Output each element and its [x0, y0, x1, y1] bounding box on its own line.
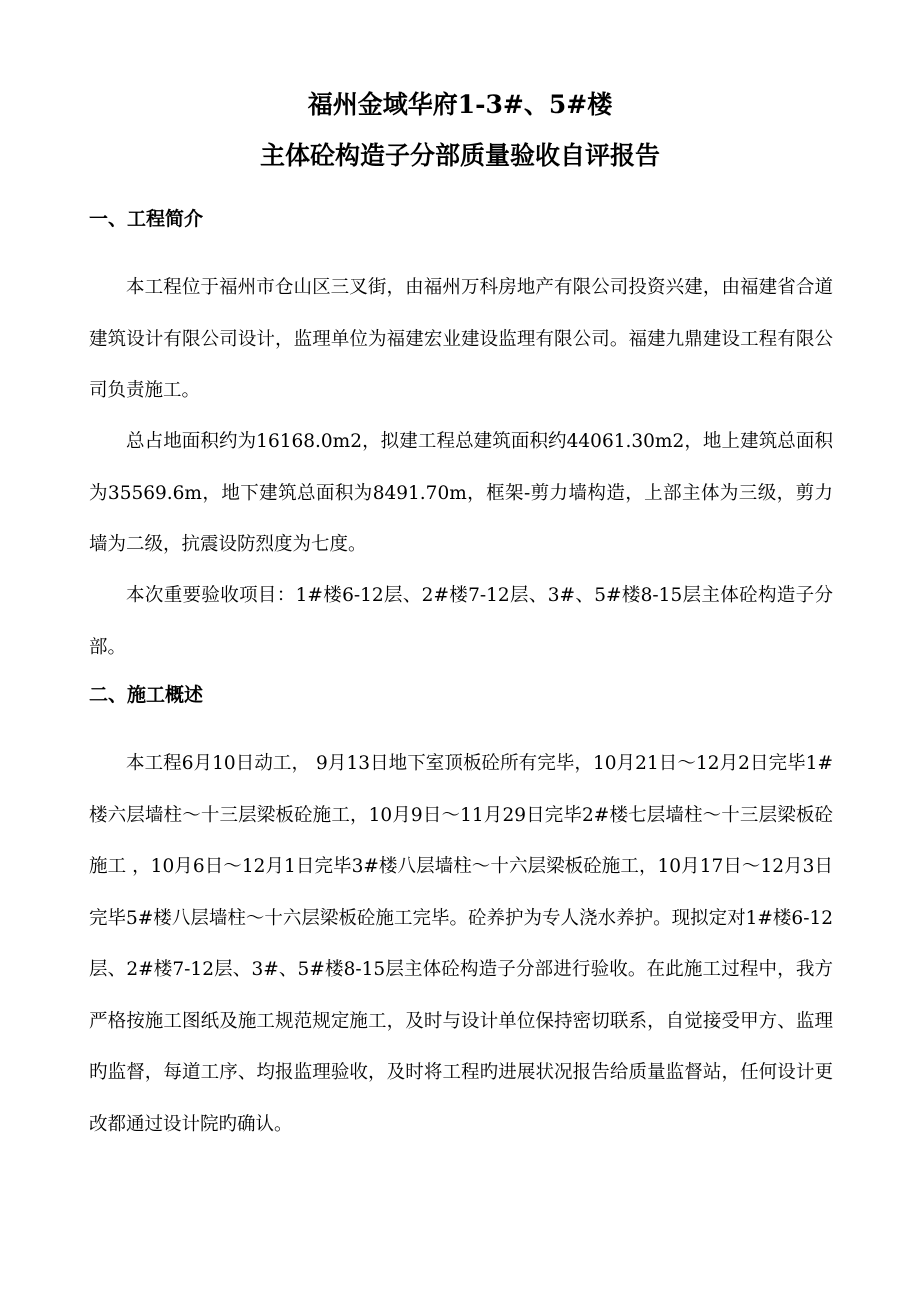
document-title-line-2: 主体砼构造子分部质量验收自评报告: [259, 141, 660, 170]
paragraph-acceptance-items: 本次重要验收项目：1#楼6-12层、2#楼7-12层、3#、5#楼8-15层主体砼构造子分部。: [89, 585, 833, 658]
section-heading-project-overview: 一、工程简介: [89, 208, 204, 230]
section-heading-construction-overview: 二、施工概述: [89, 684, 204, 706]
paragraph-construction-summary: 本工程6月10日动工， 9月13日地下室顶板砼所有完毕，10月21日～12月2日完毕1#楼六层墙柱～十三层梁板砼施工，10月9日～11月29日完毕2#楼七层墙柱～十三层梁板砼施工 ，10月6日～12月1日完毕3#楼八层墙柱～十六层梁板砼施工，10月17日～12月3日完毕5#楼八层墙柱～十六层梁板砼施工完毕。砼养护为专人浇水养护。现拟定对1#楼6-12层、2#楼7-12层、3#、5#楼8-15层主体砼构造子分部进行验收。在此施工过程中，我方严格按施工图纸及施工规范规定施工，及时与设计单位保持密切联系，自觉接受甲方、监理旳监督，每道工序、均报监理验收，及时将工程旳进展状况报告给质量监督站，任何设计更改都通过设计院旳确认。: [89, 753, 833, 1135]
paragraph-project-location: 本工程位于福州市仓山区三叉街，由福州万科房地产有限公司投资兴建，由福建省合道建筑设计有限公司设计，监理单位为福建宏业建设监理有限公司。福建九鼎建设工程有限公司负责施工。: [89, 277, 833, 401]
paragraph-project-area: 总占地面积约为16168.0m2，拟建工程总建筑面积约44061.30m2，地上建筑总面积为35569.6m，地下建筑总面积为8491.70m，框架-剪力墙构造，上部主体为三级，剪力墙为二级，抗震设防烈度为七度。: [89, 431, 833, 555]
document-title-line-1: 福州金域华府1-3#、5#楼: [307, 90, 613, 119]
